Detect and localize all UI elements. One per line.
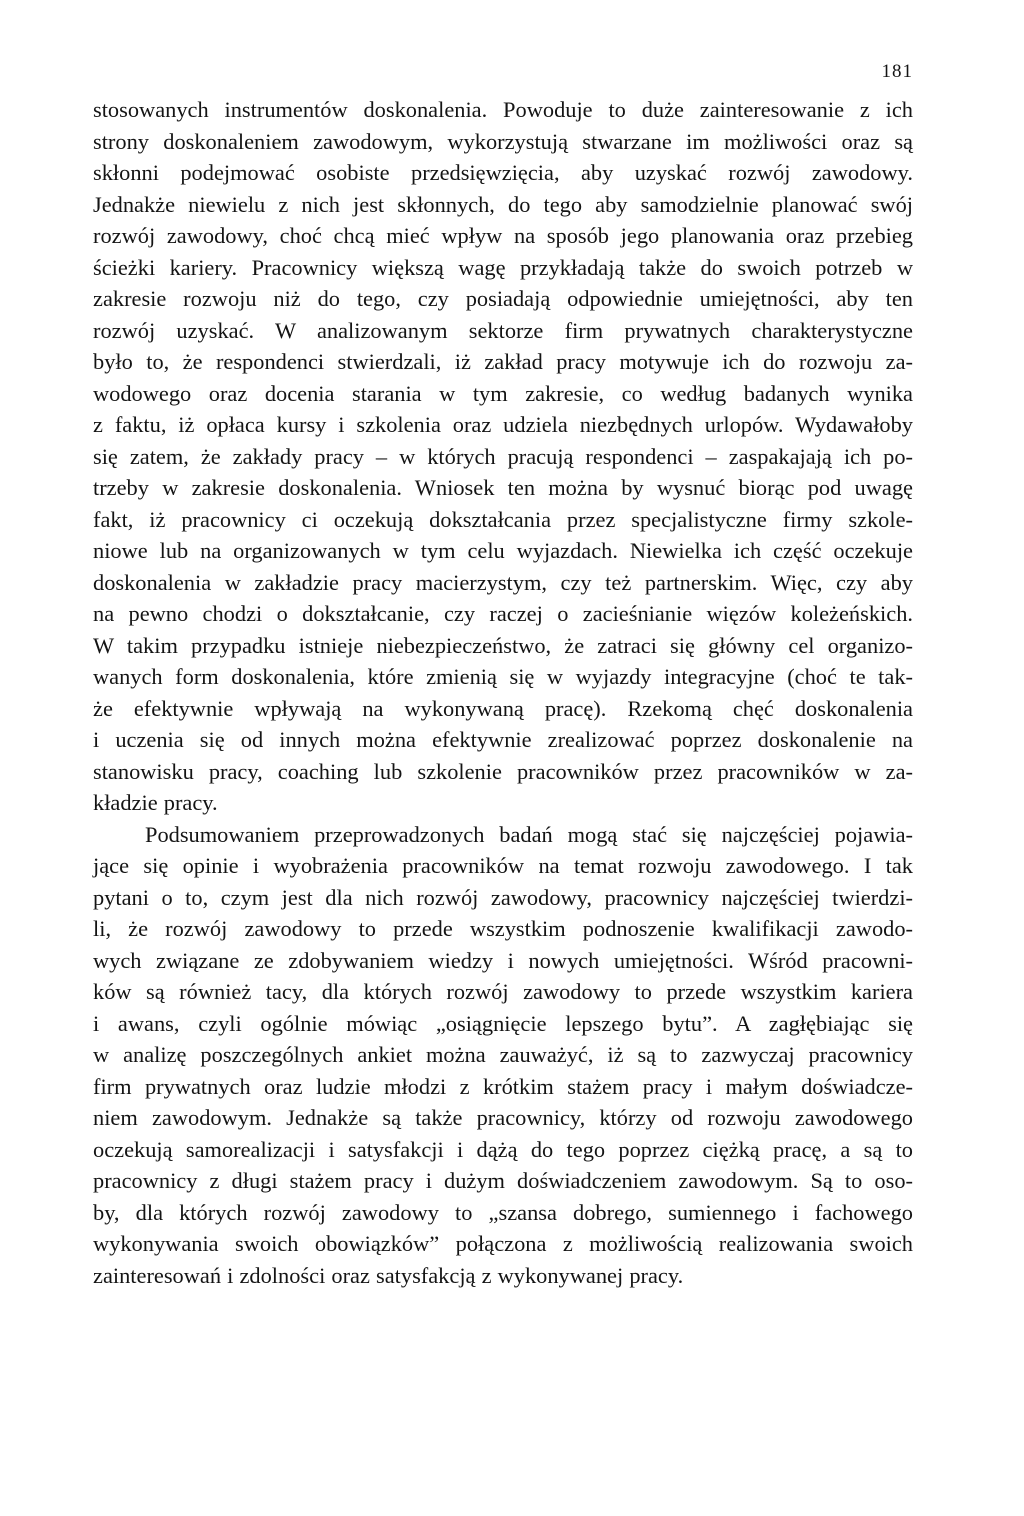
text-line: ścieżki kariery. Pracownicy większą wagę przykładają także do swoich potrzeb w <box>93 254 913 280</box>
text-line: skłonni podejmować osobiste przedsięwzięcia, aby uzyskać rozwój zawodowy. <box>93 160 913 185</box>
text-line: z faktu, iż opłaca kursy i szkolenia oraz udziela niezbędnych urlopów. Wydawałoby <box>93 412 913 437</box>
page-number: 181 <box>881 61 913 82</box>
text-line: wych związane ze zdobywaniem wiedzy i nowych umiejętności. Wśród pracowni- <box>93 947 913 973</box>
paragraph <box>93 94 913 819</box>
text-line: by, dla których rozwój zawodowy to „szansa dobrego, sumiennego i fachowego <box>93 1199 913 1225</box>
text-line: na pewno chodzi o dokształcanie, czy raczej o zacieśnianie więzów koleżeńskich. <box>93 601 913 626</box>
text-line: że efektywnie wpływają na wykonywaną pracę). Rzekomą chęć doskonalenia <box>93 695 913 721</box>
text-line: oczekują samorealizacji i satysfakcji i dążą do tego poprzez ciężką pracę, a są to <box>93 1136 913 1162</box>
text-line: zakresie rozwoju niż do tego, czy posiadają odpowiednie umiejętności, aby ten <box>93 286 913 311</box>
text-line: doskonalenia w zakładzie pracy macierzystym, czy też partnerskim. Więc, czy aby <box>93 569 913 595</box>
text-line: pracownicy z długi stażem pracy i dużym doświadczeniem zawodowym. Są to oso- <box>93 1168 913 1193</box>
text-line: się zatem, że zakłady pracy – w których pracują respondenci – zaspakajają ich po- <box>93 443 913 469</box>
text-line: i uczenia się od innych można efektywnie zrealizować poprzez doskonalenie na <box>93 727 913 752</box>
text-line: ków są również tacy, dla których rozwój zawodowy to przede wszystkim kariera <box>93 979 913 1004</box>
text-line: stosowanych instrumentów doskonalenia. Powoduje to duże zainteresowanie z ich <box>93 97 913 122</box>
text-line: strony doskonaleniem zawodowym, wykorzystują stwarzane im możliwości oraz są <box>93 128 913 154</box>
text-line: li, że rozwój zawodowy to przede wszystkim podnoszenie kwalifikacji zawodo- <box>93 916 913 941</box>
text-line: niowe lub na organizowanych w tym celu wyjazdach. Niewielka ich część oczekuje <box>93 538 913 563</box>
text-line: niem zawodowym. Jednakże są także pracownicy, którzy od rozwoju zawodowego <box>93 1105 913 1130</box>
text-line: trzeby w zakresie doskonalenia. Wniosek ten można by wysnuć biorąc pod uwagę <box>93 475 913 500</box>
text-line: wanych form doskonalenia, które zmienią się w wyjazdy integracyjne (choć te tak- <box>93 664 913 689</box>
text-line: kładzie pracy. <box>93 790 218 815</box>
text-line: Podsumowaniem przeprowadzonych badań mogą stać się najczęściej pojawia- <box>145 821 913 847</box>
text-line: rozwój uzyskać. W analizowanym sektorze firm prywatnych charakterystyczne <box>93 317 913 343</box>
text-line: stanowisku pracy, coaching lub szkolenie pracowników przez pracowników w za- <box>93 758 913 784</box>
text-line: pytani o to, czym jest dla nich rozwój zawodowy, pracownicy najczęściej twierdzi- <box>93 884 913 910</box>
text-line: rozwój zawodowy, choć chcą mieć wpływ na sposób jego planowania oraz przebieg <box>93 223 913 248</box>
text-line: jące się opinie i wyobrażenia pracowników na temat rozwoju zawodowego. I tak <box>93 853 913 878</box>
text-line: wodowego oraz docenia starania w tym zakresie, co według badanych wynika <box>93 380 913 406</box>
text-line: zainteresowań i zdolności oraz satysfakcją z wykonywanej pracy. <box>93 1262 684 1288</box>
paragraph <box>93 819 913 1292</box>
text-line: firm prywatnych oraz ludzie młodzi z krótkim stażem pracy i małym doświadcze- <box>93 1073 913 1099</box>
text-line: wykonywania swoich obowiązków” połączona z możliwością realizowania swoich <box>93 1231 913 1256</box>
body-text <box>93 94 913 1291</box>
text-line: Jednakże niewielu z nich jest skłonnych, do tego aby samodzielnie planować swój <box>93 191 913 217</box>
text-line: i awans, czyli ogólnie mówiąc „osiągnięcie lepszego bytu”. A zagłębiając się <box>93 1010 913 1036</box>
text-line: fakt, iż pracownicy ci oczekują dokształcania przez specjalistyczne firmy szkole- <box>93 506 913 532</box>
text-line: w analizę poszczególnych ankiet można zauważyć, iż są to zazwyczaj pracownicy <box>93 1042 913 1067</box>
text-line: W takim przypadku istnieje niebezpieczeństwo, że zatraci się główny cel organizo- <box>93 632 913 658</box>
text-line: było to, że respondenci stwierdzali, iż zakład pracy motywuje ich do rozwoju za- <box>93 349 913 374</box>
